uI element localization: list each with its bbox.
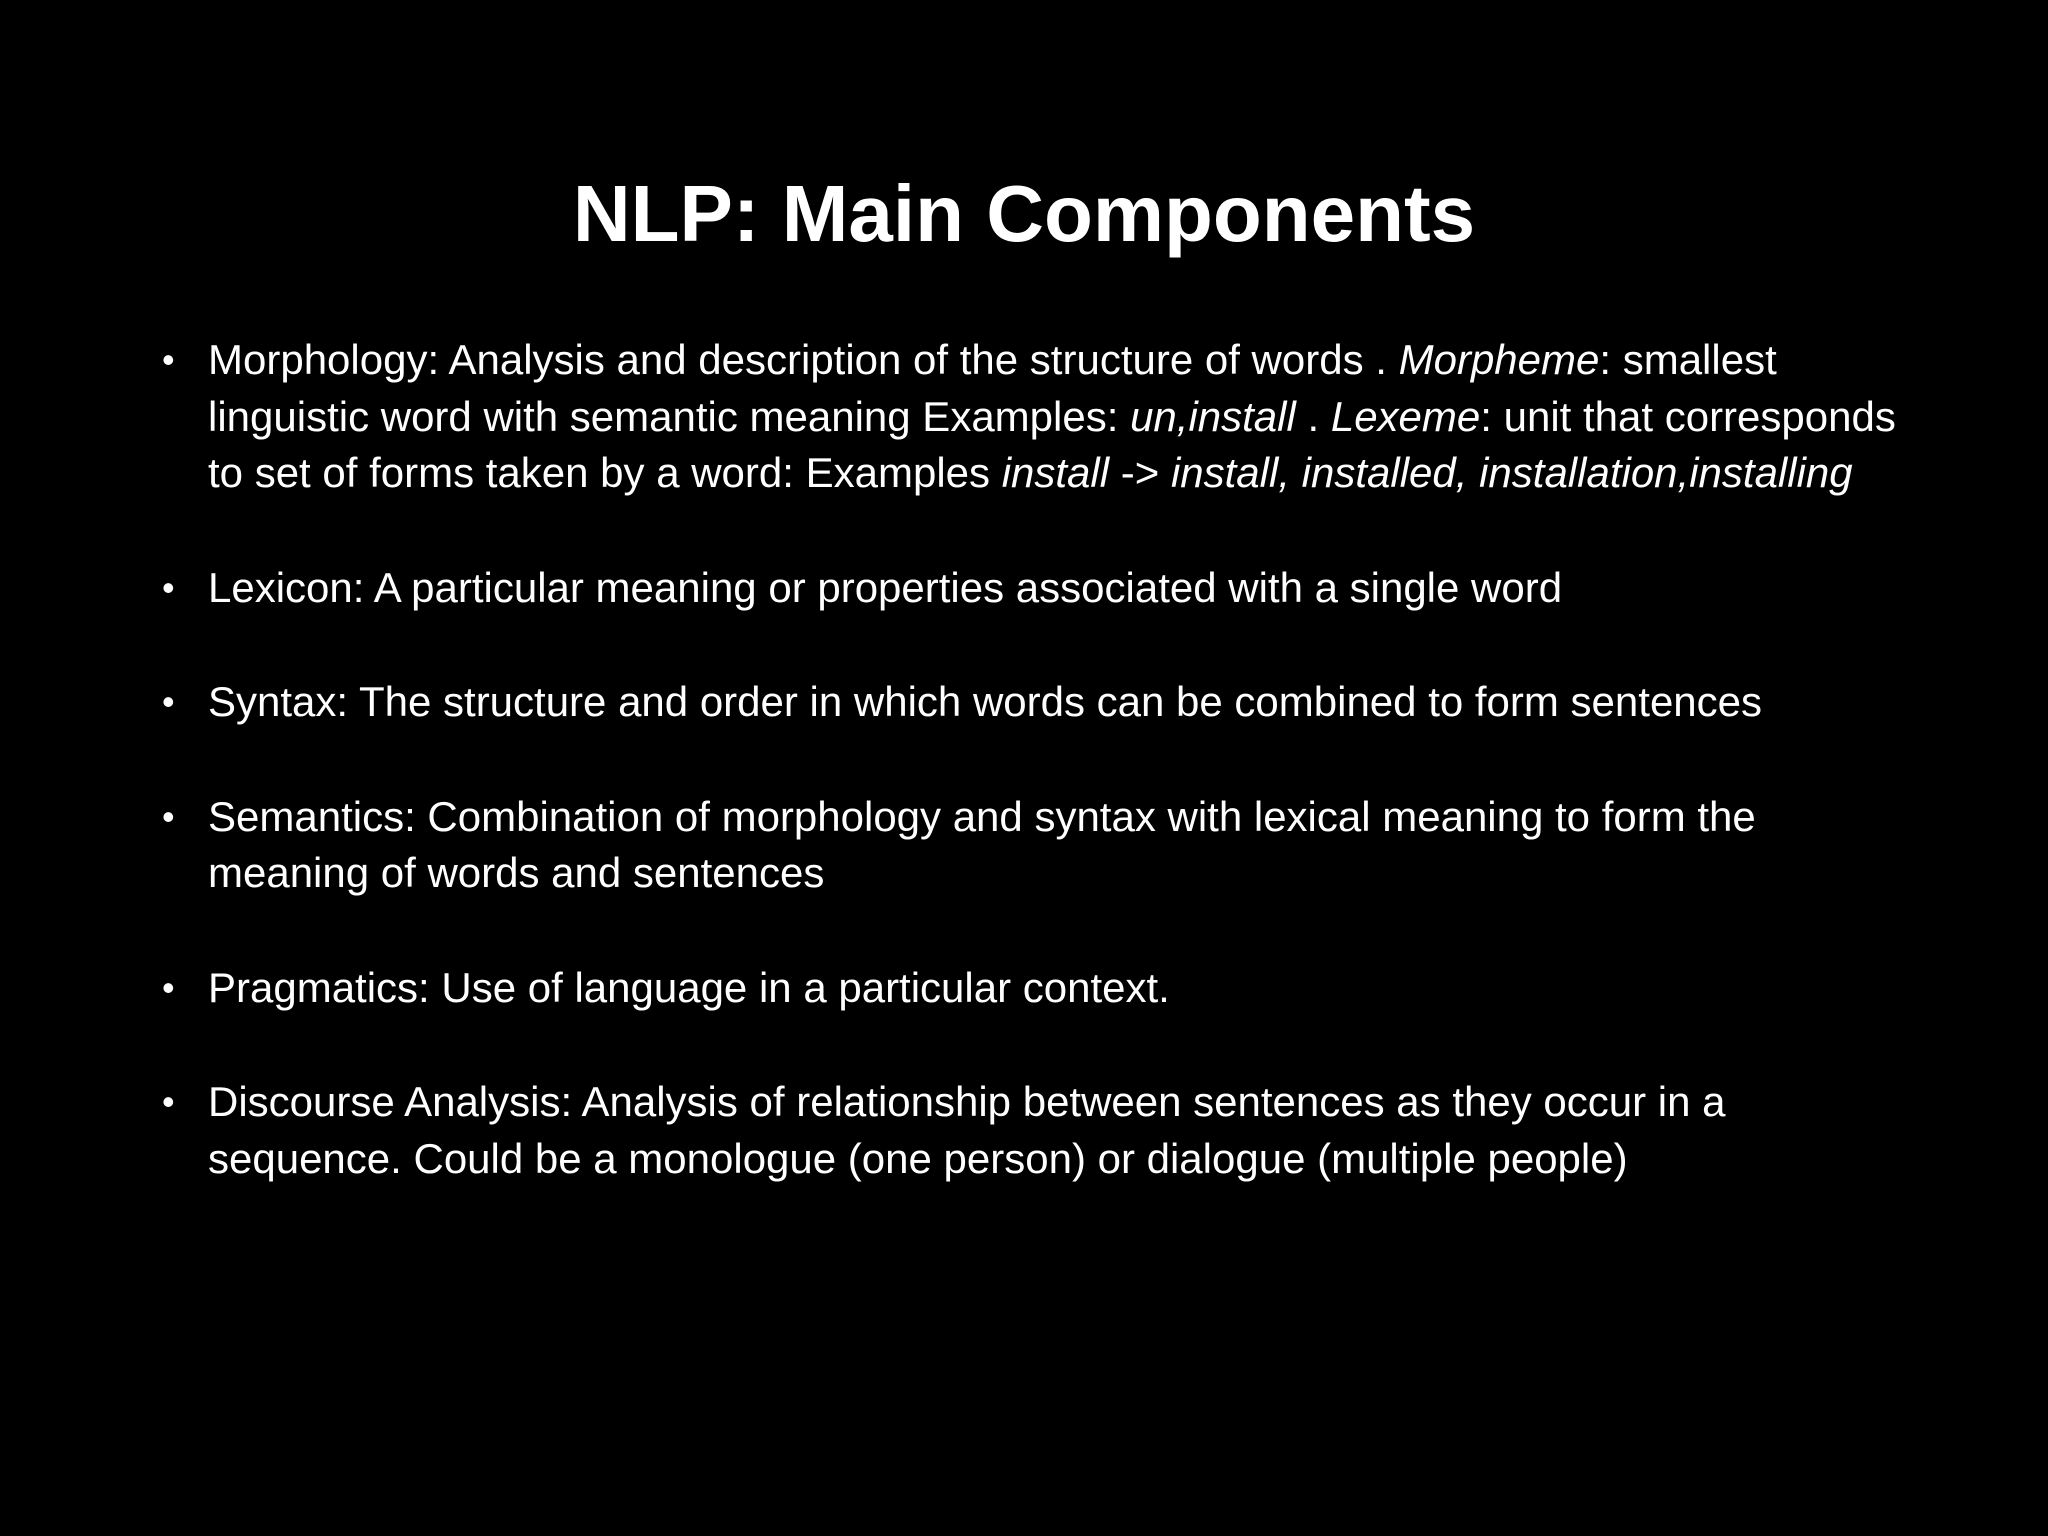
bullet-item [162,960,1908,1017]
bullet-text-segment: Syntax: The structure and order in which words can be combined to form sentences [208,678,1763,725]
bullet-text [208,336,1896,496]
bullet-text [208,678,1762,725]
bullet-text-segment: . [1295,392,1331,440]
bullet-item [162,332,1908,502]
bullet-text-italic: Lexeme [1330,392,1481,440]
bullet-item [162,1074,1908,1187]
bullet-item [162,560,1908,617]
bullet-text [208,793,1756,897]
bullet-text-segment: : unit that corresponds to set of forms taken by a word: Examples [208,392,1896,496]
bullet-text [208,564,1562,611]
slide-title: NLP: Main Components [572,169,1476,258]
bullet-text-segment: Pragmatics: Use of language in a particular context. [208,963,1170,1011]
bullet-dot-icon: • [162,339,175,380]
bullet-text [208,1078,1725,1182]
bullet-dot-icon: • [162,795,175,837]
bullet-text-segment: Morphology: Analysis and description of the structure of words . [208,336,1399,383]
bullet-text-italic: install, installed, installation,installing [1170,449,1853,496]
bullet-text-segment: -> [1109,449,1171,496]
bullet-item [162,674,1908,731]
bullet-text-segment: Discourse Analysis: Analysis of relationship between sentences as they occur in a sequence. Could be a monologue (one person) or dialogue (multiple people) [208,1078,1726,1182]
bullet-text-segment: : smallest linguistic word with semantic meaning Examples: [208,336,1777,440]
bullet-item [162,789,1908,902]
bullet-list [162,332,1908,1245]
bullet-dot-icon: • [162,1081,175,1122]
bullet-dot-icon: • [162,566,175,608]
bullet-text-italic: un,install [1130,392,1296,440]
bullet-text-segment: Lexicon: A particular meaning or properties associated with a single word [208,563,1563,611]
bullet-text-italic: install [1001,449,1110,496]
bullet-text-italic: Morpheme [1398,336,1600,383]
bullet-text [208,964,1170,1011]
bullet-dot-icon: • [162,681,175,722]
bullet-text-segment: Semantics: Combination of morphology and syntax with lexical meaning to form the meaning of words and sentences [208,792,1756,896]
bullet-dot-icon: • [162,966,175,1008]
